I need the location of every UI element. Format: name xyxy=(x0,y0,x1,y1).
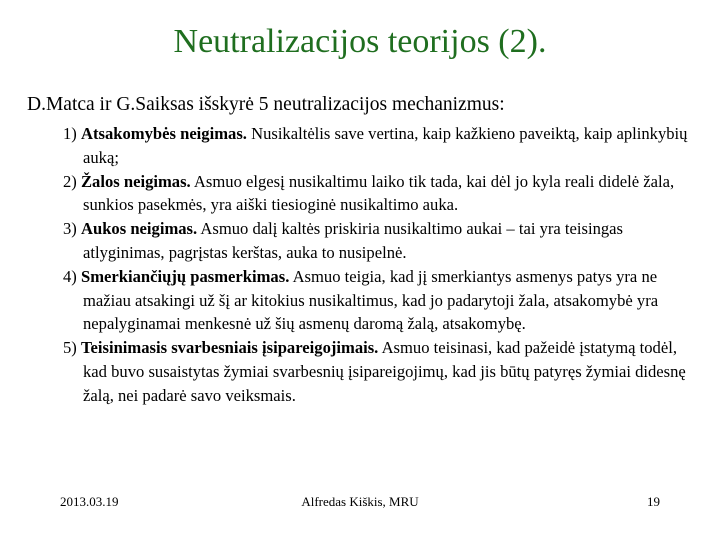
item-term: Teisinimasis svarbesniais įsipareigojimais. xyxy=(80,338,379,358)
footer-page-number: 19 xyxy=(647,494,660,509)
item-term: Žalos neigimas. xyxy=(80,171,191,191)
item-number: 5) xyxy=(63,338,77,358)
list-item xyxy=(63,217,695,265)
footer-author: Alfredas Kiškis, MRU xyxy=(301,494,419,509)
item-term: Smerkiančiųjų pasmerkimas. xyxy=(80,266,290,286)
intro-text: D.Matca ir G.Saiksas išskyrė 5 neutralizacijos mechanizmus: xyxy=(27,94,505,115)
list-item xyxy=(63,122,695,170)
item-text: Asmuo teigia, kad jį smerkiantys asmenys patys yra ne mažiau atsakingi už šį ar kitokius nusikaltimus, kad jo padarytoji žala, atsakomybė yra nepalyginamai menkesnė už šių asmenų daromą žalą, atsakomybę. xyxy=(83,266,659,334)
item-text: Asmuo teisinasi, kad pažeidė įstatymą todėl, kad buvo susaistytas žymiai svarbesnių įsipareigojimų, kad jis būtų patyręs žymiai didesnę žalą, nei padarė savo veiksmais. xyxy=(83,338,686,405)
item-text: Asmuo elgesį nusikaltimu laiko tik tada, kai dėl jo kyla reali didelė žala, sunkios pasekmės, yra aiški tiesioginė nusikaltimo auka. xyxy=(83,171,675,215)
list-item xyxy=(63,336,695,407)
item-number: 1) xyxy=(63,124,77,143)
item-term: Aukos neigimas. xyxy=(80,219,198,239)
footer-date: 2013.03.19 xyxy=(60,494,119,509)
item-text: Asmuo dalį kaltės priskiria nusikaltimo aukai – tai yra teisingas atlyginimas, pagrįstas kerštas, auka to nusipelnė. xyxy=(83,219,624,262)
list-item xyxy=(63,170,695,218)
item-number: 2) xyxy=(63,171,77,191)
mechanism-list xyxy=(63,122,695,408)
slide-title: Neutralizacijos teorijos (2). xyxy=(173,23,547,60)
item-number: 4) xyxy=(63,266,77,286)
item-term: Atsakomybės neigimas. xyxy=(80,124,247,143)
item-number: 3) xyxy=(63,219,77,239)
item-text: Nusikaltėlis save vertina, kaip kažkieno paveiktą, kaip aplinkybių auką; xyxy=(83,124,688,167)
list-item xyxy=(63,265,695,336)
